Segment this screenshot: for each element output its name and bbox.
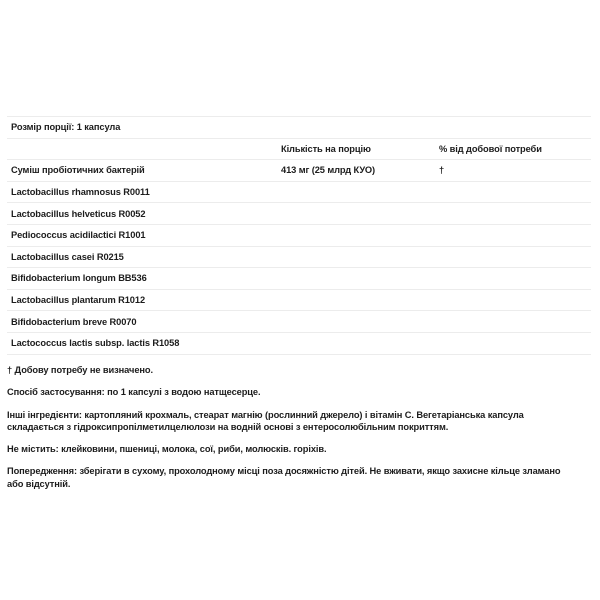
table-row bbox=[7, 332, 591, 354]
ingredient-daily-value bbox=[435, 246, 591, 268]
ingredient-daily-value bbox=[435, 311, 591, 333]
supplement-facts-table bbox=[7, 116, 591, 355]
table-header-row bbox=[7, 138, 591, 160]
ingredient-daily-value bbox=[435, 203, 591, 225]
ingredient-name: Bifidobacterium breve R0070 bbox=[7, 311, 277, 333]
ingredient-daily-value bbox=[435, 289, 591, 311]
ingredient-name: Lactobacillus casei R0215 bbox=[7, 246, 277, 268]
table-row bbox=[7, 246, 591, 268]
table-row bbox=[7, 203, 591, 225]
ingredient-name: Lactococcus lactis subsp. lactis R1058 bbox=[7, 332, 277, 354]
ingredient-amount bbox=[277, 289, 435, 311]
ingredient-amount bbox=[277, 246, 435, 268]
product-notes bbox=[7, 364, 591, 491]
header-name bbox=[7, 138, 277, 160]
ingredient-daily-value bbox=[435, 268, 591, 290]
ingredient-daily-value bbox=[435, 332, 591, 354]
table-row bbox=[7, 181, 591, 203]
serving-size: Розмір порції: 1 капсула bbox=[7, 117, 591, 139]
ingredient-amount bbox=[277, 311, 435, 333]
allergen-free-statement: Не містить: клейковини, пшениці, молока, сої, риби, молюсків. горіхів. bbox=[7, 443, 327, 454]
ingredient-amount bbox=[277, 332, 435, 354]
ingredient-name: Bifidobacterium longum BB536 bbox=[7, 268, 277, 290]
ingredient-amount bbox=[277, 268, 435, 290]
ingredient-amount bbox=[277, 224, 435, 246]
ingredient-amount: 413 мг (25 млрд КУО) bbox=[277, 160, 435, 182]
ingredient-daily-value bbox=[435, 224, 591, 246]
ingredient-amount bbox=[277, 181, 435, 203]
table-row bbox=[7, 311, 591, 333]
other-ingredients: Інші інгредієнти: картопляний крохмаль, стеарат магнію (рослинний джерело) і вітамін С. Вегетаріанська капсула складається з гідроксипропілметилцелюлози на водній основі з ентеросолюбільним покриттям. bbox=[7, 409, 524, 433]
table-row bbox=[7, 268, 591, 290]
ingredient-name: Lactobacillus helveticus R0052 bbox=[7, 203, 277, 225]
ingredient-name: Lactobacillus plantarum R1012 bbox=[7, 289, 277, 311]
ingredient-name: Lactobacillus rhamnosus R0011 bbox=[7, 181, 277, 203]
table-row bbox=[7, 289, 591, 311]
ingredient-name: Суміш пробіотичних бактерій bbox=[7, 160, 277, 182]
supplement-facts-panel bbox=[7, 116, 591, 500]
table-row bbox=[7, 160, 591, 182]
header-amount-per-serving: Кількість на порцію bbox=[277, 138, 435, 160]
usage-instructions: Спосіб застосування: по 1 капсулі з водою натщесерце. bbox=[7, 387, 261, 398]
ingredient-name: Pediococcus acidilactici R1001 bbox=[7, 224, 277, 246]
table-row bbox=[7, 224, 591, 246]
warning-text: Попередження: зберігати в сухому, прохолодному місці поза досяжністю дітей. Не вживати, якщо захисне кільце зламано або відсутній. bbox=[7, 466, 561, 489]
ingredient-amount bbox=[277, 203, 435, 225]
ingredient-daily-value: † bbox=[435, 160, 591, 182]
serving-size-row bbox=[7, 117, 591, 139]
ingredient-daily-value bbox=[435, 181, 591, 203]
header-daily-value: % від добової потреби bbox=[435, 138, 591, 160]
daily-value-footnote: † Добову потребу не визначено. bbox=[7, 364, 153, 375]
